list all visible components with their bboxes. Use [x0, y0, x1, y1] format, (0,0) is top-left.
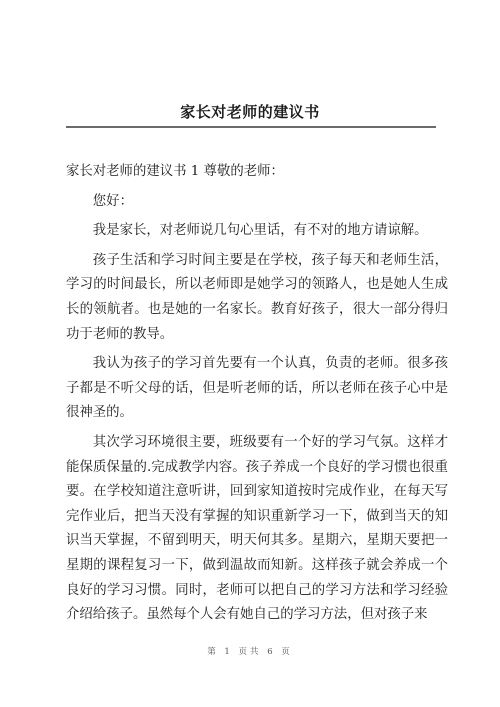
document-title: 家长对老师的建议书: [180, 103, 320, 121]
page-number-footer: 第 1 页共 6 页: [207, 647, 293, 657]
document-body: [66, 160, 448, 633]
paragraph-heading-line: 家长对老师的建议书 1 尊敬的老师：: [66, 164, 284, 179]
paragraph: 我认为孩子的学习首先要有一个认真，负责的老师。很多孩子都是不听父母的话，但是听老师的话，所以老师在孩子心中是很神圣的。: [66, 356, 448, 421]
paragraph: 我是家长，对老师说几句心里话，有不对的地方请谅解。: [92, 223, 428, 239]
paragraph: 其次学习环境很主要，班级要有一个好的学习气氛。这样才能保质保量的.完成教学内容。孩子养成一个良好的学习惯也很重要。在学校知道注意听讲，回到家知道按时完成作业，在每天写完作业后，把当天没有掌握的知识重新学习一下，做到当天的知识当天掌握，不留到明天，明天何其多。星期六，星期天要把一星期的课程复习一下，做到温故而知新。这样孩子就会养成一个良好的学习习惯。同时，老师可以把自己的学习方法和学习经验介绍给孩子。虽然每个人会有她自己的学习方法，但对孩子来: [66, 434, 448, 623]
paragraph: 孩子生活和学习时间主要是在学校，孩子每天和老师生活，学习的时间最长，所以老师即是她学习的领路人，也是她人生成长的领航者。也是她的一名家长。教育好孩子，很大一部分得归功于老师的教导。: [66, 252, 448, 342]
paragraph-greeting: 您好：: [92, 193, 133, 209]
title-underline: [66, 126, 436, 128]
